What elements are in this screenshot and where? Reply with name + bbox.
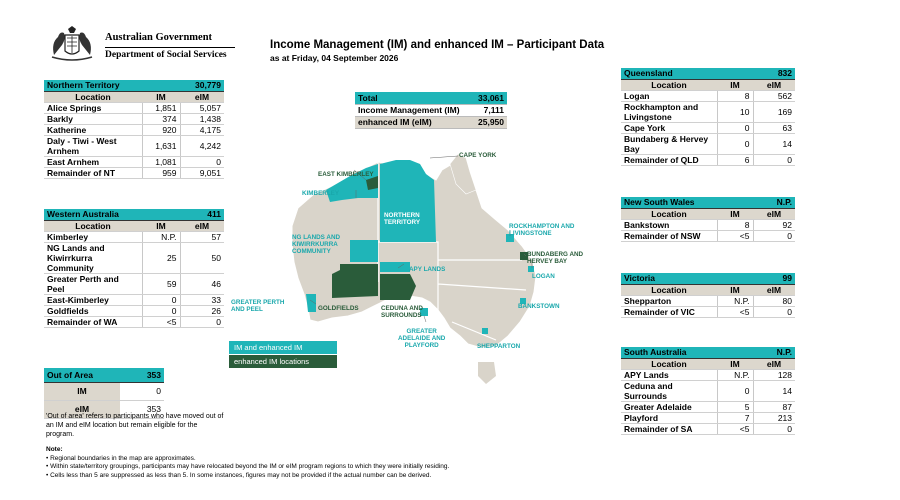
row-location: Kimberley <box>44 231 142 242</box>
label-east-kimberley: EAST KIMBERLEY <box>318 171 374 178</box>
row-eim: 14 <box>753 380 795 401</box>
row-im: 0 <box>717 122 753 133</box>
col-location: Location <box>44 91 142 102</box>
legend-im-eim: IM and enhanced IM <box>229 341 337 354</box>
ceduna-region <box>380 274 416 300</box>
row-location: East Arnhem <box>44 156 142 167</box>
label-kimberley: KIMBERLEY <box>302 190 340 197</box>
row-eim: 92 <box>753 219 795 230</box>
totals-table <box>355 92 507 129</box>
table-row <box>44 167 224 178</box>
table-row <box>621 230 795 241</box>
nt-name: Northern Territory <box>44 80 180 91</box>
tasmania-shape <box>478 362 496 384</box>
row-im: <5 <box>142 316 180 327</box>
col-im: IM <box>717 208 753 219</box>
sa-total: N.P. <box>753 347 795 358</box>
vic-table <box>621 273 795 318</box>
notes-heading: Note: <box>46 446 63 453</box>
table-row <box>44 135 224 156</box>
table-row <box>621 154 795 165</box>
col-im: IM <box>717 358 753 369</box>
wa-table <box>44 209 224 328</box>
row-im: 0 <box>717 380 753 401</box>
col-im: IM <box>142 220 180 231</box>
col-im: IM <box>142 91 180 102</box>
sa-table <box>621 347 795 435</box>
row-eim: 562 <box>753 90 795 101</box>
row-eim: 169 <box>753 101 795 122</box>
row-location: Shepparton <box>621 295 717 306</box>
table-row <box>621 423 795 434</box>
row-im: N.P. <box>717 295 753 306</box>
nt-region <box>380 160 436 242</box>
label-apy-lands: APY LANDS <box>409 266 446 273</box>
row-eim: 0 <box>753 423 795 434</box>
notes-section <box>46 446 449 480</box>
table-row <box>44 305 224 316</box>
table-row <box>44 294 224 305</box>
col-eim: eIM <box>753 358 795 369</box>
page-title: Income Management (IM) and enhanced IM – Participant Data <box>270 39 605 51</box>
row-location: NG Lands and Kiwirrkurra Community <box>44 242 142 273</box>
row-im: 8 <box>717 90 753 101</box>
nt-table <box>44 80 224 179</box>
row-eim: 9,051 <box>180 167 224 178</box>
label-logan: LOGAN <box>532 273 555 280</box>
table-row <box>621 101 795 122</box>
nsw-table <box>621 197 795 242</box>
col-location: Location <box>621 358 717 369</box>
ooa-im-value: 0 <box>120 382 164 400</box>
label-cape-york: CAPE YORK <box>459 152 497 159</box>
col-im: IM <box>717 79 753 90</box>
row-im: <5 <box>717 230 753 241</box>
row-im: 0 <box>142 294 180 305</box>
vic-total: 99 <box>753 273 795 284</box>
col-eim: eIM <box>180 220 224 231</box>
table-row <box>44 124 224 135</box>
note-item: • Cells less than 5 are suppressed as less than 5. In some instances, figures may not be provided if the actual number can be derived. <box>46 471 432 479</box>
row-location: Remainder of NSW <box>621 230 717 241</box>
nt-total: 30,779 <box>180 80 224 91</box>
table-row <box>621 369 795 380</box>
logo-rule <box>105 47 235 48</box>
row-location: Greater Adelaide <box>621 401 717 412</box>
row-location: Logan <box>621 90 717 101</box>
apy-lands-region <box>380 262 410 272</box>
total-value: 33,061 <box>467 92 507 104</box>
row-location: Alice Springs <box>44 102 142 113</box>
ooa-name: Out of Area <box>44 368 120 382</box>
row-im: N.P. <box>142 231 180 242</box>
row-location: Daly - Tiwi - West Arnhem <box>44 135 142 156</box>
row-im: 0 <box>142 305 180 316</box>
row-eim: 4,175 <box>180 124 224 135</box>
row-eim: 0 <box>180 316 224 327</box>
row-im: N.P. <box>717 369 753 380</box>
row-eim: 213 <box>753 412 795 423</box>
qld-table <box>621 68 795 166</box>
col-im: IM <box>717 284 753 295</box>
row-im: 0 <box>717 133 753 154</box>
im-label: Income Management (IM) <box>355 104 467 116</box>
table-row <box>621 295 795 306</box>
qld-total: 832 <box>753 68 795 79</box>
col-location: Location <box>621 79 717 90</box>
label-ng-lands: NG LANDS AND KIWIRRKURRA COMMUNITY <box>292 234 341 255</box>
row-location: Playford <box>621 412 717 423</box>
table-row <box>621 401 795 412</box>
row-location: Ceduna and Surrounds <box>621 380 717 401</box>
out-of-area-footnote: 'Out of area' refers to participants who have moved out of an IM and eIM location but remain eligible for the program. <box>46 413 224 438</box>
table-row <box>44 113 224 124</box>
row-im: 7 <box>717 412 753 423</box>
row-eim: 87 <box>753 401 795 412</box>
table-row <box>621 306 795 317</box>
row-location: Katherine <box>44 124 142 135</box>
row-eim: 0 <box>753 306 795 317</box>
row-location: Goldfields <box>44 305 142 316</box>
table-row <box>44 316 224 327</box>
table-row <box>621 412 795 423</box>
ng-lands-region <box>350 240 378 262</box>
row-location: Barkly <box>44 113 142 124</box>
wa-total: 411 <box>180 209 224 220</box>
row-eim: 14 <box>753 133 795 154</box>
im-value: 7,111 <box>467 104 507 116</box>
row-im: 1,081 <box>142 156 180 167</box>
label-rockhampton: ROCKHAMPTON AND LIVINGSTONE <box>509 223 575 237</box>
row-location: Bankstown <box>621 219 717 230</box>
row-location: Remainder of SA <box>621 423 717 434</box>
row-location: Greater Perth and Peel <box>44 273 142 294</box>
coat-of-arms-icon <box>48 25 96 63</box>
row-location: Rockhampton and Livingstone <box>621 101 717 122</box>
ooa-eim-label: eIM <box>44 400 120 418</box>
row-im: 5 <box>717 401 753 412</box>
table-row <box>44 156 224 167</box>
row-im: 1,631 <box>142 135 180 156</box>
row-location: Bundaberg & Hervey Bay <box>621 133 717 154</box>
label-northern-territory: NORTHERN TERRITORY <box>384 212 421 226</box>
row-im: 6 <box>717 154 753 165</box>
row-eim: 5,057 <box>180 102 224 113</box>
row-location: APY Lands <box>621 369 717 380</box>
row-im: 59 <box>142 273 180 294</box>
label-shepparton: SHEPPARTON <box>477 343 521 350</box>
page-subtitle: as at Friday, 04 September 2026 <box>270 53 399 63</box>
table-row <box>621 133 795 154</box>
col-eim: eIM <box>753 208 795 219</box>
row-im: <5 <box>717 306 753 317</box>
table-row <box>44 273 224 294</box>
col-location: Location <box>621 208 717 219</box>
table-row <box>44 242 224 273</box>
gov-name: Australian Government <box>105 32 213 43</box>
col-eim: eIM <box>753 79 795 90</box>
col-eim: eIM <box>180 91 224 102</box>
department-name: Department of Social Services <box>105 50 227 60</box>
label-bundaberg: BUNDABERG AND HERVEY BAY <box>527 251 584 265</box>
shepparton-region <box>482 328 488 334</box>
row-eim: 33 <box>180 294 224 305</box>
row-eim: 0 <box>753 154 795 165</box>
wa-name: Western Australia <box>44 209 180 220</box>
col-location: Location <box>44 220 142 231</box>
ooa-eim-value: 353 <box>120 400 164 418</box>
row-eim: 0 <box>753 230 795 241</box>
row-im: 10 <box>717 101 753 122</box>
gov-logo <box>48 25 238 65</box>
table-row <box>621 380 795 401</box>
row-im: 25 <box>142 242 180 273</box>
label-bankstown: BANKSTOWN <box>518 303 560 310</box>
col-eim: eIM <box>753 284 795 295</box>
out-of-area-table <box>44 368 164 419</box>
row-location: Remainder of WA <box>44 316 142 327</box>
row-eim: 4,242 <box>180 135 224 156</box>
row-location: Remainder of VIC <box>621 306 717 317</box>
table-row <box>621 122 795 133</box>
eim-label: enhanced IM (eIM) <box>355 116 467 128</box>
note-item: • Regional boundaries in the map are approximates. <box>46 454 196 462</box>
label-greater-adelaide: GREATER ADELAIDE AND PLAYFORD <box>398 328 446 349</box>
qld-name: Queensland <box>621 68 753 79</box>
row-im: 374 <box>142 113 180 124</box>
row-eim: 46 <box>180 273 224 294</box>
label-ceduna: CEDUNA AND SURROUNDS <box>381 305 423 319</box>
total-label: Total <box>355 92 467 104</box>
logan-region <box>528 266 534 272</box>
row-location: Remainder of QLD <box>621 154 717 165</box>
row-im: <5 <box>717 423 753 434</box>
row-eim: 57 <box>180 231 224 242</box>
table-row <box>44 102 224 113</box>
col-location: Location <box>621 284 717 295</box>
row-eim: 50 <box>180 242 224 273</box>
table-row <box>621 90 795 101</box>
eim-value: 25,950 <box>467 116 507 128</box>
row-eim: 1,438 <box>180 113 224 124</box>
row-eim: 128 <box>753 369 795 380</box>
row-im: 8 <box>717 219 753 230</box>
row-location: Remainder of NT <box>44 167 142 178</box>
legend-eim: enhanced IM locations <box>229 355 337 368</box>
nsw-name: New South Wales <box>621 197 753 208</box>
row-eim: 63 <box>753 122 795 133</box>
row-im: 920 <box>142 124 180 135</box>
ooa-total: 353 <box>120 368 164 382</box>
note-item: • Within state/territory groupings, participants may have relocated beyond the IM or eIM program regions to which they were initially residing. <box>46 463 450 470</box>
row-location: East-Kimberley <box>44 294 142 305</box>
row-im: 959 <box>142 167 180 178</box>
row-eim: 80 <box>753 295 795 306</box>
sa-name: South Australia <box>621 347 753 358</box>
vic-name: Victoria <box>621 273 753 284</box>
nsw-total: N.P. <box>753 197 795 208</box>
row-eim: 0 <box>180 156 224 167</box>
row-im: 1,851 <box>142 102 180 113</box>
row-location: Cape York <box>621 122 717 133</box>
table-row <box>44 231 224 242</box>
row-eim: 26 <box>180 305 224 316</box>
ooa-im-label: IM <box>44 382 120 400</box>
table-row <box>621 219 795 230</box>
label-goldfields: GOLDFIELDS <box>318 305 359 312</box>
label-greater-perth: GREATER PERTH AND PEEL <box>231 299 285 313</box>
